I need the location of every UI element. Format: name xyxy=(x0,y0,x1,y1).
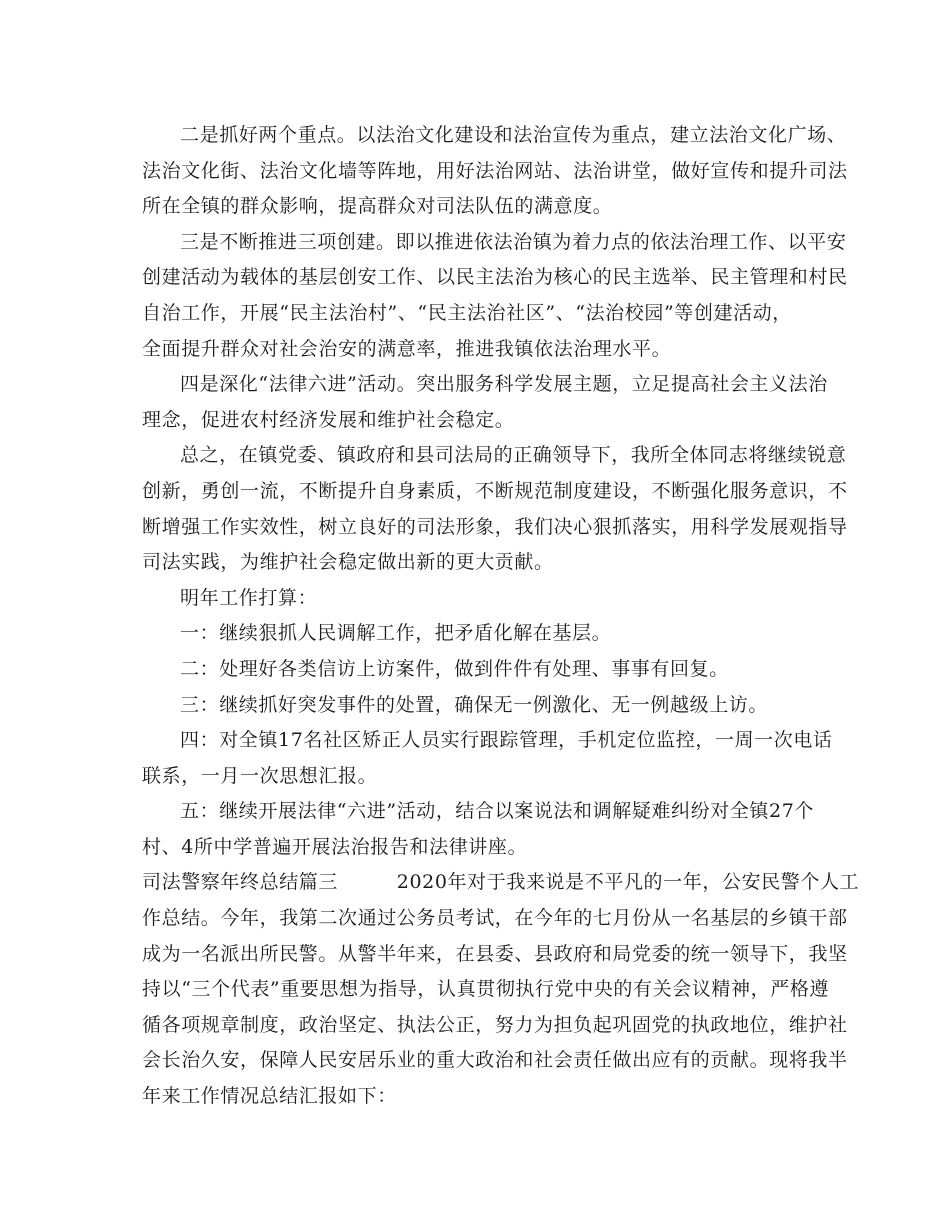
text-line: 年来工作情况总结汇报如下： xyxy=(142,1085,397,1108)
text-line: 总之，在镇党委、镇政府和县司法局的正确领导下，我所全体同志将继续锐意 xyxy=(180,444,847,467)
text-line: 一：继续狠抓人民调解工作，把矛盾化解在基层。 xyxy=(180,622,612,645)
text-line: 明年工作打算： xyxy=(180,586,318,609)
text-line: 持以“三个代表”重要思想为指导，认真贯彻执行党中央的有关会议精神，严格遵 xyxy=(142,978,830,1001)
text-line: 四：对全镇17名社区矫正人员实行跟踪管理，手机定位监控，一周一次电话 xyxy=(180,729,833,752)
text-line: 所在全镇的群众影响，提高群众对司法队伍的满意度。 xyxy=(142,195,613,218)
text-line: 二是抓好两个重点。以法治文化建设和法治宣传为重点，建立法治文化广场、 xyxy=(180,124,847,146)
text-line: 作总结。今年，我第二次通过公务员考试，在今年的七月份从一名基层的乡镇干部 xyxy=(142,907,848,930)
text-line: 司法实践，为维护社会稳定做出新的更大贡献。 xyxy=(142,551,554,574)
document-body xyxy=(142,118,860,1115)
text-line: 循各项规章制度，政治坚定、执法公正，努力为担负起巩固党的执政地位，维护社 xyxy=(142,1013,848,1036)
document-page xyxy=(142,118,860,1115)
text-line: 创建活动为载体的基层创安工作、以民主法治为核心的民主选举、民主管理和村民 xyxy=(142,266,848,289)
text-line: 全面提升群众对社会治安的满意率，推进我镇依法治理水平。 xyxy=(142,337,672,360)
text-line: 联系，一月一次思想汇报。 xyxy=(142,764,378,787)
text-line: 理念，促进农村经济发展和维护社会稳定。 xyxy=(142,408,515,431)
text-line: 法治文化街、法治文化墙等阵地，用好法治网站、法治讲堂，做好宣传和提升司法 xyxy=(142,159,848,182)
text-line: 创新，勇创一流，不断提升自身素质，不断规范制度建设，不断强化服务意识，不 xyxy=(142,479,848,502)
text-line: 成为一名派出所民警。从警半年来，在县委、县政府和局党委的统一领导下，我坚 xyxy=(142,942,848,965)
text-line: 二：处理好各类信访上访案件，做到件件有处理、事事有回复。 xyxy=(180,657,729,680)
text-line: 三：继续抓好突发事件的处置，确保无一例激化、无一例越级上访。 xyxy=(180,693,769,716)
text-line: 村、4所中学普遍开展法治报告和法律讲座。 xyxy=(142,835,528,858)
text-line: 自治工作，开展“民主法治村”、“民主法治社区”、“法治校园”等创建活动， xyxy=(142,301,792,324)
text-line: 三是不断推进三项创建。即以推进依法治镇为着力点的依法治理工作、以平安 xyxy=(180,230,847,253)
text-line: 五：继续开展法律“六进”活动，结合以案说法和调解疑难纠纷对全镇27个 xyxy=(180,800,815,823)
text-line: 四是深化“法律六进”活动。突出服务科学发展主题，立足提高社会主义法治 xyxy=(180,373,828,396)
text-line: 断增强工作实效性，树立良好的司法形象，我们决心狠抓落实，用科学发展观指导 xyxy=(142,515,848,538)
text-line: 司法警察年终总结篇三 2020年对于我来说是不平凡的一年，公安民警个人工 xyxy=(142,871,860,894)
text-line: 会长治久安，保障人民安居乐业的重大政治和社会责任做出应有的贡献。现将我半 xyxy=(142,1049,848,1072)
